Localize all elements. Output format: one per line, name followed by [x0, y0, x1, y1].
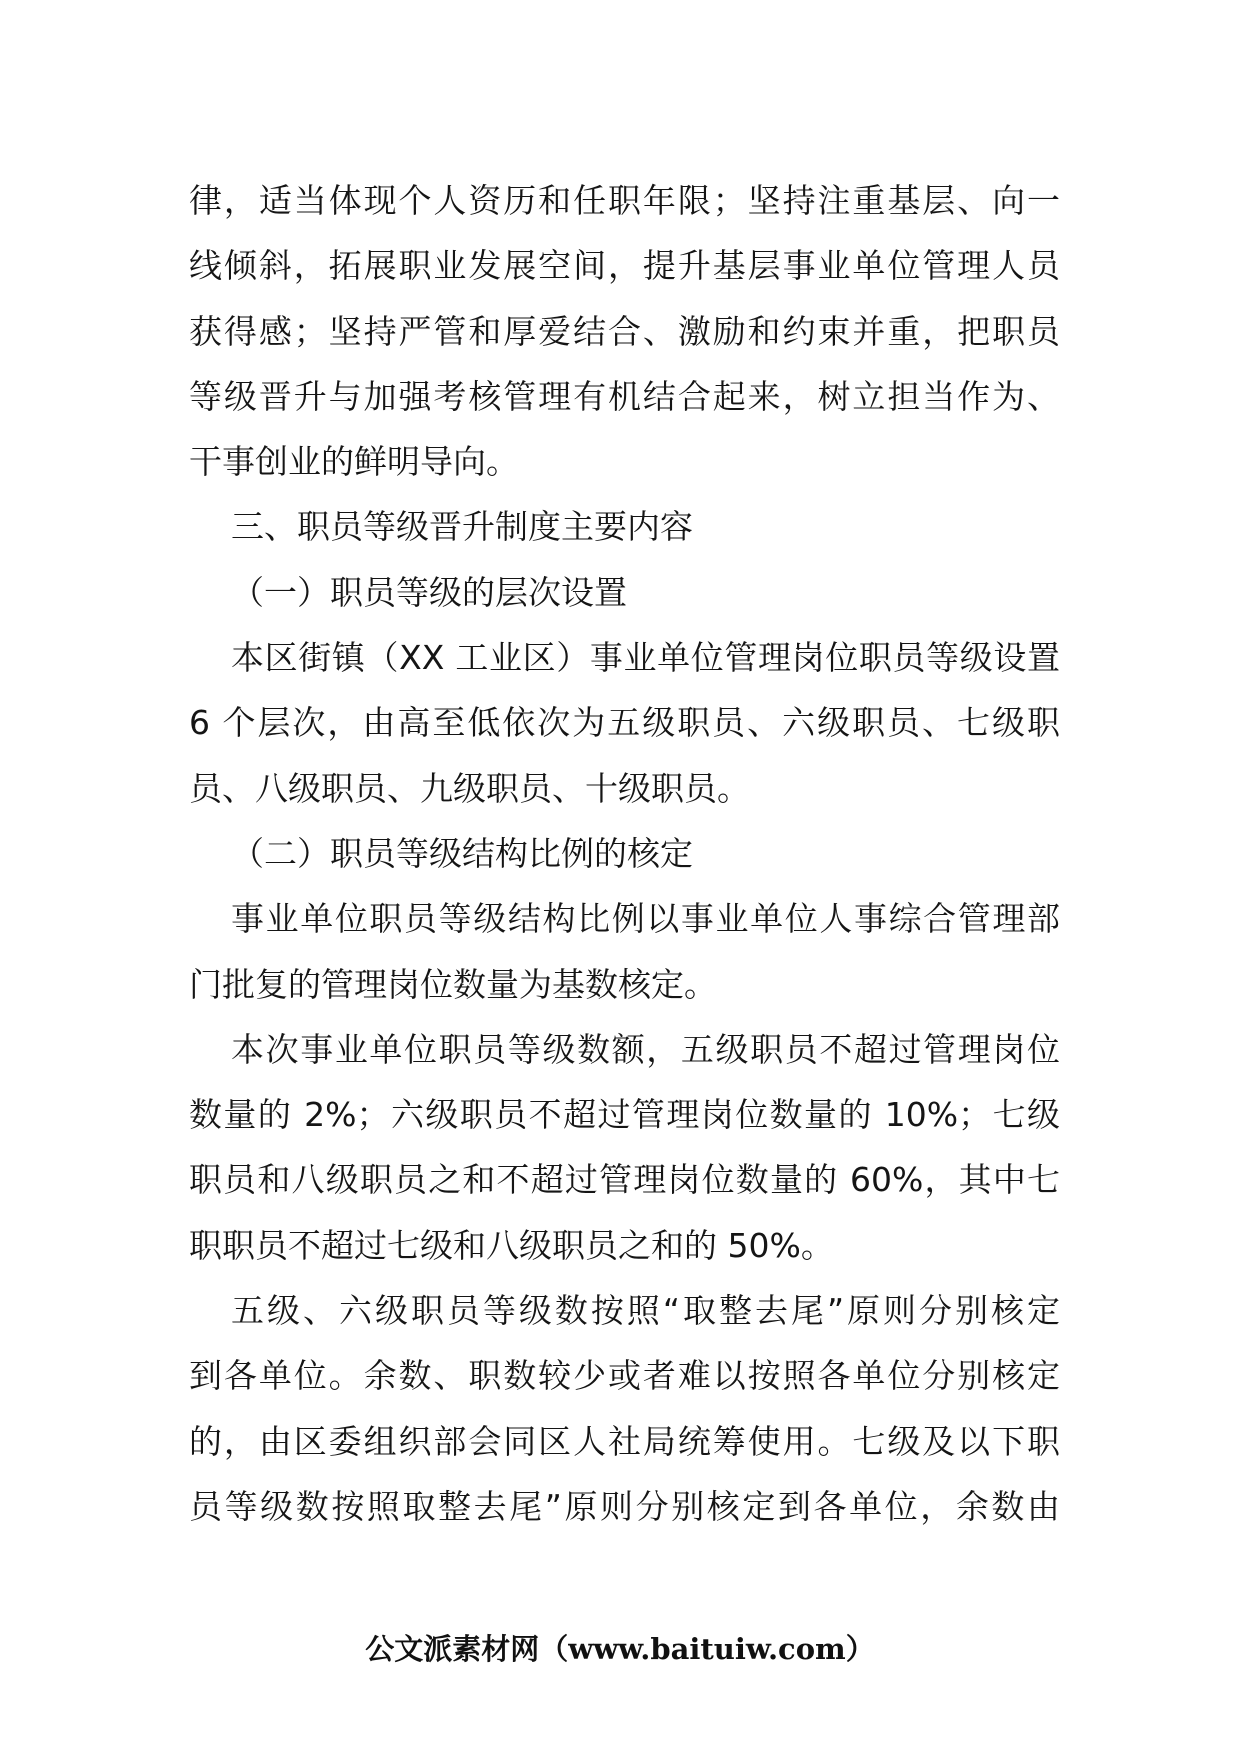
section-heading-text: 三、职员等级晋升制度主要内容: [231, 507, 693, 547]
section-heading: [189, 494, 1060, 559]
paragraph-line: 职职员不超过七级和八级职员之和的 50%。: [189, 1225, 834, 1265]
paragraph-line: 五级、六级职员等级数按照“取整去尾”原则分别核定: [231, 1291, 1060, 1331]
paragraph-line: 本次事业单位职员等级数额，五级职员不超过管理岗位: [231, 1029, 1060, 1069]
paragraph-line: 线倾斜，拓展职业发展空间，提升基层事业单位管理人员: [189, 246, 1060, 286]
subsection-heading-text: （二）职员等级结构比例的核定: [231, 833, 693, 873]
subsection-heading: [189, 821, 1060, 886]
paragraph-line: 律，适当体现个人资历和任职年限；坚持注重基层、向一: [189, 181, 1060, 220]
paragraph: [189, 1278, 1060, 1539]
paragraph-line: 获得感；坚持严管和厚爱结合、激励和约束并重，把职员: [189, 311, 1060, 351]
paragraph-line: 门批复的管理岗位数量为基数核定。: [189, 964, 717, 1004]
paragraph-line: 员等级数按照取整去尾”原则分别核定到各单位，余数由: [189, 1486, 1060, 1526]
paragraph-line: 员、八级职员、九级职员、十级职员。: [189, 768, 750, 808]
paragraph: [189, 168, 1060, 494]
paragraph: [189, 625, 1060, 821]
paragraph: [189, 1017, 1060, 1278]
paragraph-line: 到各单位。余数、职数较少或者难以按照各单位分别核定: [189, 1356, 1060, 1396]
paragraph-line: 数量的 2%；六级职员不超过管理岗位数量的 10%；七级: [189, 1095, 1060, 1135]
paragraph-line: 的，由区委组织部会同区人社局统筹使用。七级及以下职: [189, 1421, 1060, 1461]
document-body: [189, 168, 1060, 1539]
paragraph: [189, 886, 1060, 1017]
subsection-heading-text: （一）职员等级的层次设置: [231, 572, 627, 612]
paragraph-line: 6 个层次，由高至低依次为五级职员、六级职员、七级职: [189, 703, 1060, 743]
paragraph-line: 干事创业的鲜明导向。: [189, 442, 519, 482]
subsection-heading: [189, 560, 1060, 625]
paragraph-line: 职员和八级职员之和不超过管理岗位数量的 60%，其中七: [189, 1160, 1060, 1200]
page-footer-watermark: 公文派素材网（www.baituiw.com）: [365, 1632, 875, 1666]
paragraph-line: 等级晋升与加强考核管理有机结合起来，树立担当作为、: [189, 376, 1060, 416]
paragraph-line: 本区街镇（XX 工业区）事业单位管理岗位职员等级设置: [231, 638, 1060, 678]
paragraph-line: 事业单位职员等级结构比例以事业单位人事综合管理部: [231, 899, 1060, 939]
